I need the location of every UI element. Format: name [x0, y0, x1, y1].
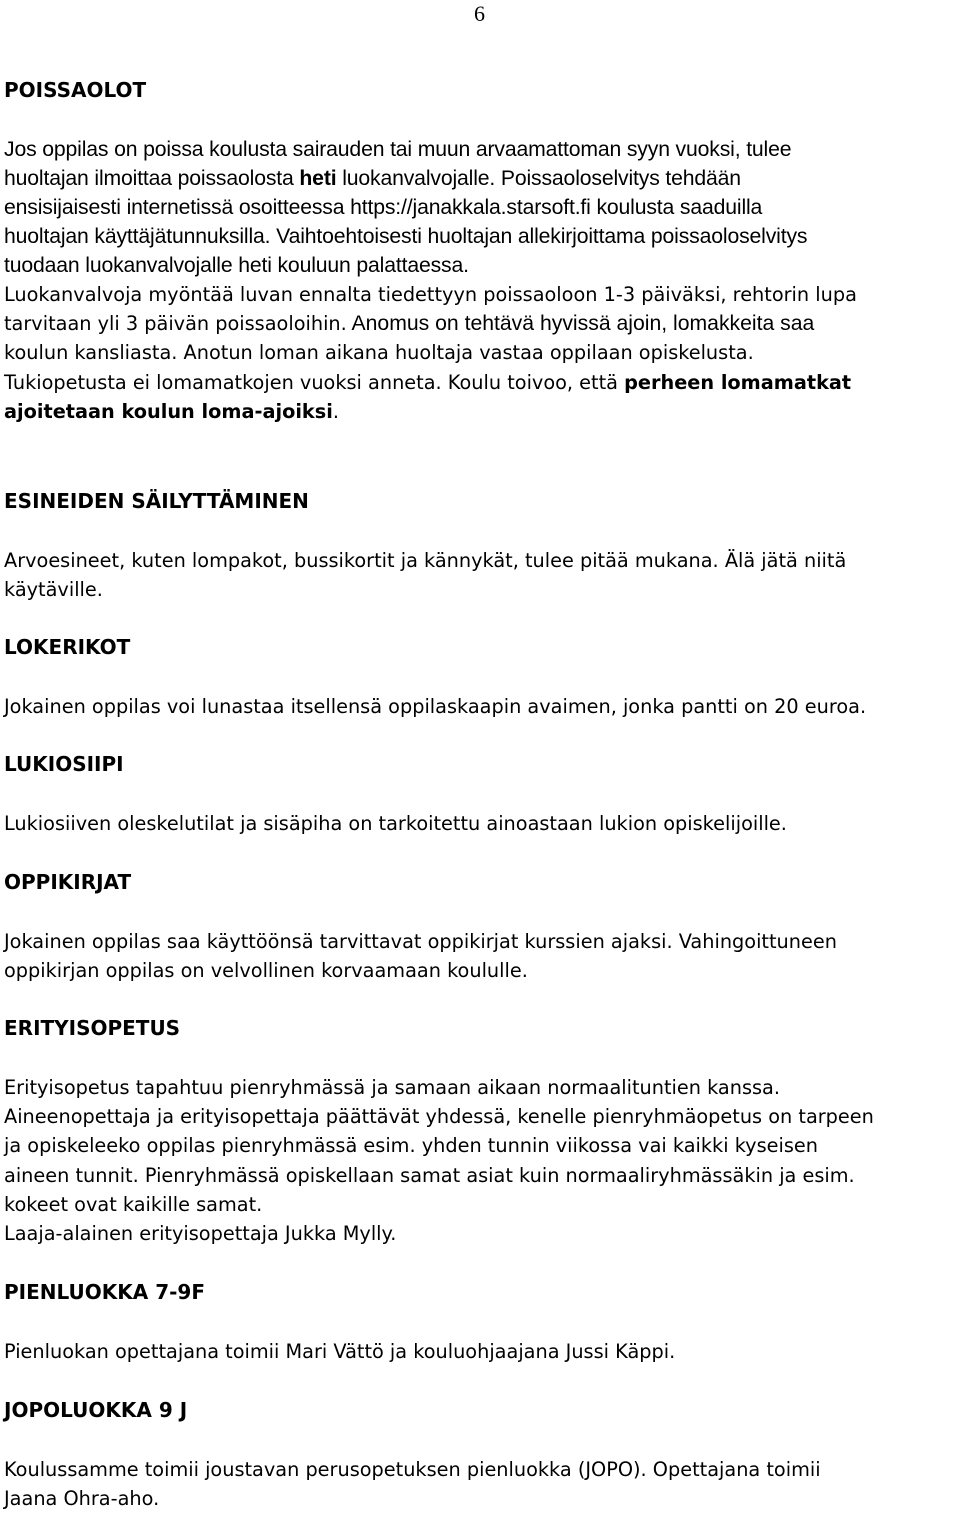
erityisopetus-line-3: ja opiskeleeko oppilas pienryhmässä esim. yhden tunnin viikossa vai kaikki kyseisen [4, 1134, 818, 1157]
page-number: 6 [474, 1, 485, 26]
poissaolot-line-7: tarvitaan yli 3 päivän poissaoloihin. Anomus on tehtävä hyvissä ajoin, lomakkeita saa [4, 312, 815, 335]
oppikirjat-line-1: Jokainen oppilas saa käyttöönsä tarvittavat oppikirjat kurssien ajaksi. Vahingoittuneen [4, 930, 837, 953]
poissaolot-line-8: koulun kansliasta. Anotun loman aikana huoltaja vastaa oppilaan opiskelusta. [4, 341, 754, 364]
emphasis-heti: heti [299, 167, 337, 190]
poissaolot-line-1: Jos oppilas on poissa koulusta sairauden tai muun arvaamattoman syyn vuoksi, tulee [4, 138, 792, 161]
jopoluokka-line-1: Koulussamme toimii joustavan perusopetuksen pienluokka (JOPO). Opettajana toimii [4, 1458, 821, 1481]
section-heading-oppikirjat: OPPIKIRJAT [4, 870, 132, 894]
pienluokka-line-1: Pienluokan opettajana toimii Mari Vättö ja kouluohjaajana Jussi Käppi. [4, 1340, 676, 1363]
section-heading-pienluokka: PIENLUOKKA 7-9F [4, 1280, 206, 1304]
esineiden-line-2: käytäville. [4, 578, 103, 601]
erityisopetus-line-6: Laaja-alainen erityisopettaja Jukka Mylly. [4, 1222, 397, 1245]
oppikirjat-line-2: oppikirjan oppilas on velvollinen korvaamaan koululle. [4, 959, 528, 982]
section-heading-jopoluokka: JOPOLUOKKA 9 J [4, 1398, 188, 1422]
erityisopetus-line-4: aineen tunnit. Pienryhmässä opiskellaan samat asiat kuin normaaliryhmässäkin ja esim. [4, 1164, 855, 1187]
section-heading-poissaolot: POISSAOLOT [4, 78, 147, 102]
lukiosiipi-line-1: Lukiosiiven oleskelutilat ja sisäpiha on tarkoitettu ainoastaan lukion opiskelijoille. [4, 812, 787, 835]
poissaolot-line-4: huoltajan käyttäjätunnuksilla. Vaihtoehtoisesti huoltajan allekirjoittama poissaoloselvitys [4, 225, 808, 248]
jopoluokka-line-2: Jaana Ohra-aho. [4, 1487, 160, 1510]
poissaolot-line-5: tuodaan luokanvalvojalle heti kouluun palattaessa. [4, 254, 469, 277]
erityisopetus-line-1: Erityisopetus tapahtuu pienryhmässä ja samaan aikaan normaalituntien kanssa. [4, 1076, 781, 1099]
section-heading-erityisopetus: ERITYISOPETUS [4, 1016, 181, 1040]
erityisopetus-line-2: Aineenopettaja ja erityisopettaja päättävät yhdessä, kenelle pienryhmäopetus on tarpeen [4, 1105, 874, 1128]
emphasis-loma-ajoiksi: ajoitetaan koulun loma-ajoiksi [4, 400, 333, 423]
section-heading-lukiosiipi: LUKIOSIIPI [4, 752, 124, 776]
emphasis-perheen-lomamatkat: perheen lomamatkat [624, 371, 852, 394]
poissaolot-line-6: Luokanvalvoja myöntää luvan ennalta tiedettyyn poissaoloon 1-3 päiväksi, rehtorin lupa [4, 283, 857, 306]
poissaolot-line-2: huoltajan ilmoittaa poissaolosta heti luokanvalvojalle. Poissaoloselvitys tehdään [4, 167, 741, 190]
section-heading-lokerikot: LOKERIKOT [4, 635, 131, 659]
poissaolot-line-3: ensisijaisesti internetissä osoitteessa https://janakkala.starsoft.fi koulusta saaduilla [4, 196, 763, 219]
section-heading-esineiden: ESINEIDEN SÄILYTTÄMINEN [4, 489, 309, 513]
erityisopetus-line-5: kokeet ovat kaikille samat. [4, 1193, 263, 1216]
poissaolot-line-9: Tukiopetusta ei lomamatkojen vuoksi anneta. Koulu toivoo, että perheen lomamatkat [4, 371, 852, 394]
esineiden-line-1: Arvoesineet, kuten lompakot, bussikortit ja kännykät, tulee pitää mukana. Älä jätä niitä [4, 549, 847, 572]
lokerikot-line-1: Jokainen oppilas voi lunastaa itsellensä oppilaskaapin avaimen, jonka pantti on 20 euroa. [4, 695, 867, 718]
poissaolot-line-10: ajoitetaan koulun loma-ajoiksi. [4, 400, 339, 423]
